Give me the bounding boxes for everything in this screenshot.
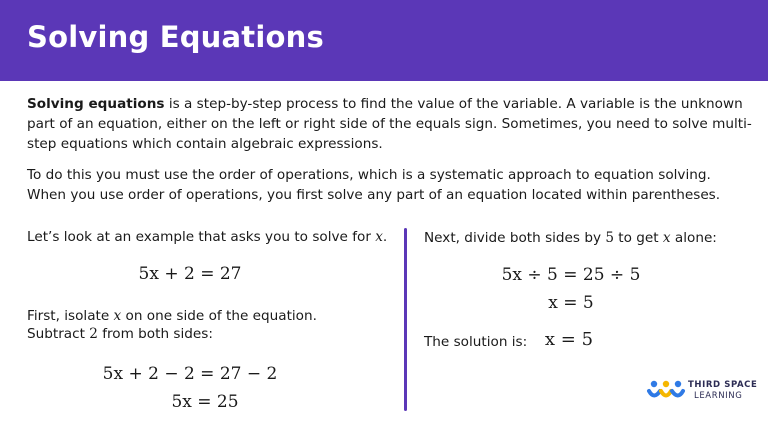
right-intro-mid: to get [613,230,663,246]
intro-definition: is a step-by-step process to find the value of the variable. A variable is the unknown part of an equation, either on the left or right side of the equals sign. Sometimes, you need to solve multi-step equations which contain algebraic expressions. [27,96,752,152]
intro-paragraph-2: To do this you must use the order of operations, which is a systematic approach to equation solving. When you use order of operations, you first solve any part of an equation located within parentheses. [27,167,721,203]
step-subtract-text: Subtract [27,326,90,342]
logo-wordmark [688,380,757,402]
column-divider [404,228,407,411]
equation-divide: 5x ÷ 5 = 25 ÷ 5 [501,265,641,285]
logo-line-2: LEARNING [694,391,743,401]
step-subtract-line [27,325,213,344]
left-intro-text: Let’s look at an example that asks you to solve for [27,229,376,245]
solution-label: The solution is: [424,334,528,350]
logo-line-1: THIRD SPACE [688,380,758,390]
equation-simplified: 5x = 25 [171,392,239,412]
intro-term: Solving equations [27,96,165,112]
step-subtract-end: from both sides: [97,326,213,342]
number-five: 5 [605,230,614,246]
number-two: 2 [89,326,98,342]
equation-subtract: 5x + 2 − 2 = 27 − 2 [102,364,278,384]
variable-x: x [375,229,383,245]
variable-x: x [113,308,122,324]
right-intro-line [424,229,717,248]
step-isolate-text: First, isolate [27,308,114,324]
step-isolate-line [27,307,317,326]
title-banner [0,0,768,81]
equation-initial: 5x + 2 = 27 [138,264,242,284]
intro-paragraph-1 [27,94,752,154]
left-intro-end: . [382,229,388,245]
page-title: Solving Equations [27,20,324,54]
variable-x: x [662,230,671,246]
equation-divided-result: x = 5 [548,293,594,313]
left-intro-line [27,228,387,247]
solution-equation: x = 5 [544,329,594,350]
step-isolate-end: on one side of the equation. [121,308,317,324]
right-intro-end: alone: [670,230,717,246]
third-space-learning-logo-icon [646,378,686,406]
right-intro-text: Next, divide both sides by [424,230,606,246]
